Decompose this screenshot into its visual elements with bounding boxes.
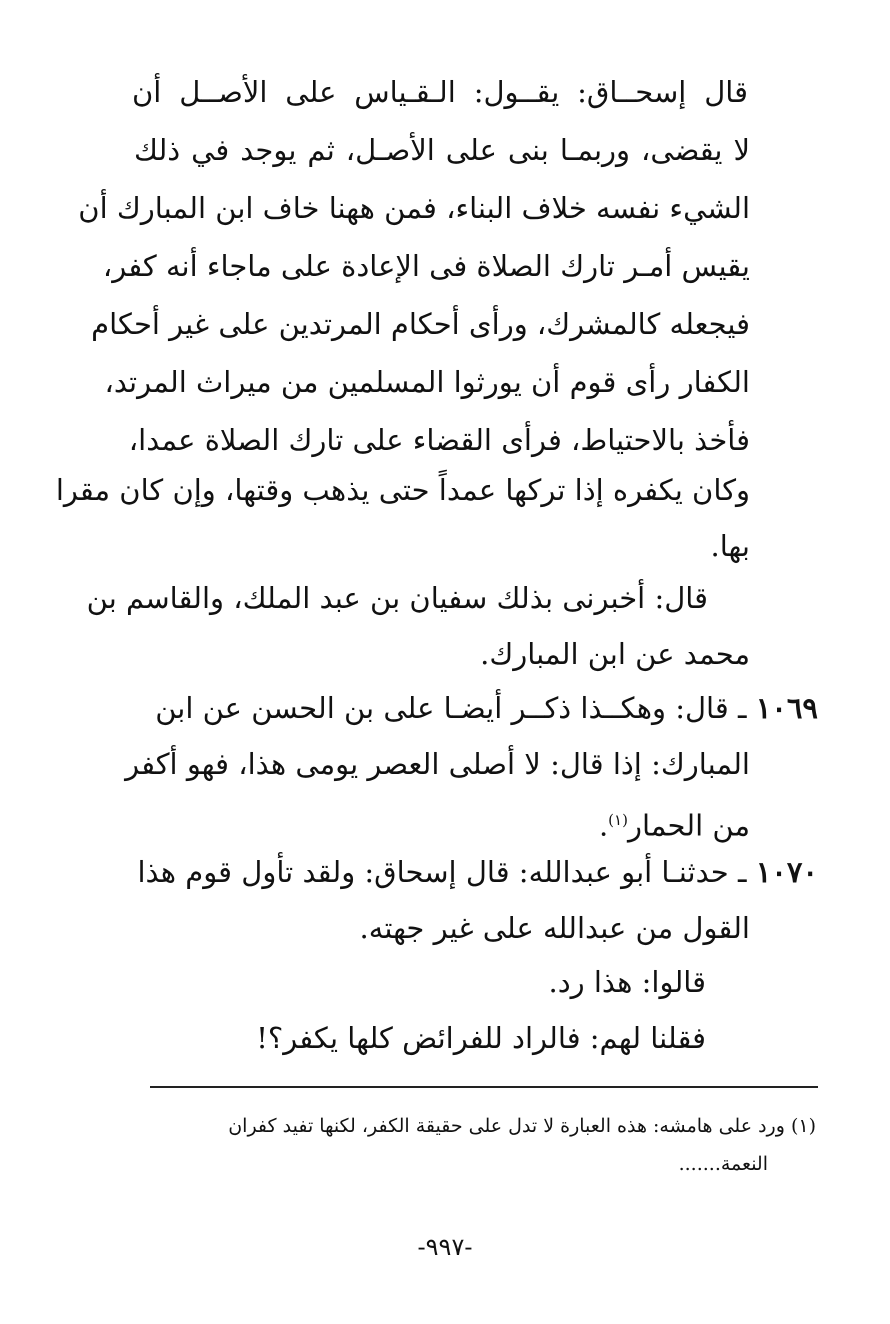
entry-1069-line-2: المبارك: إذا قال: لا أصلى العصر يومى هذا، فهو أكفر (125, 747, 750, 781)
entry-dash: ـ (737, 691, 747, 725)
entry-1069-line-3 (599, 800, 750, 846)
text-line-6: الكفار رأى قوم أن يورثوا المسلمين من ميراث المرتد، (104, 365, 750, 399)
text-line-9: بها. (710, 529, 750, 563)
text-line-10: قال: أخبرنى بذلك سفيان بن عبد الملك، والقاسم بن (86, 581, 708, 615)
entry-1070-line-4: فقلنا لهم: فالراد للفرائض كلها يكفر؟! (256, 1021, 706, 1055)
text-line-8: وكان يكفره إذا تركها عمداً حتى يذهب وقتها، وإن كان مقرا (55, 473, 750, 507)
page-number: -٩٩٧- (417, 1233, 473, 1261)
text-line-7: فأخذ بالاحتياط، فرأى القضاء على تارك الصلاة عمدا، (128, 423, 750, 457)
entry-number: ١٠٧٠ (755, 855, 818, 889)
entry-1070-line-2: القول من عبدالله على غير جهته. (359, 911, 750, 945)
entry-number: ١٠٦٩ (755, 691, 818, 725)
footnote-reference[interactable]: (١) (608, 811, 628, 829)
footnote-line-2: النعمة....... (678, 1153, 768, 1175)
entry-1070-line-1 (134, 852, 818, 892)
entry-text: قال: وهكــذا ذكــر أيضـا على بن الحسن عن ابن (155, 691, 729, 725)
footnote-line-1: (١) ورد على هامشه: هذه العبارة لا تدل على حقيقة الكفر، لكنها تفيد كفران (228, 1115, 816, 1137)
entry-1070-line-3: قالوا: هذا رد. (548, 965, 706, 999)
text-line-5: فيجعله كالمشرك، ورأى أحكام المرتدين على غير أحكام (91, 307, 750, 341)
entry-1069-line-1 (134, 688, 818, 728)
text-line-11: محمد عن ابن المبارك. (480, 637, 750, 671)
entry-text: حدثنـا أبو عبدالله: قال إسحاق: ولقد تأول قوم هذا (137, 855, 729, 889)
footnote-separator (150, 1086, 818, 1088)
text-line-2: لا يقضى، وربمـا بنى على الأصـل، ثم يوجد في ذلك (134, 133, 750, 167)
text-line-1: قال إسحــاق: يقــول: الـقـياس على الأصــل أن (132, 75, 748, 109)
entry-text: من الحمار (627, 808, 750, 843)
entry-text-end: . (598, 808, 609, 843)
entry-dash: ـ (737, 855, 747, 889)
text-line-3: الشيء نفسه خلاف البناء، فمن ههنا خاف ابن المبارك أن (78, 191, 750, 225)
text-line-4: يقيس أمـر تارك الصلاة فى الإعادة على ماجاء أنه كفر، (102, 249, 750, 283)
